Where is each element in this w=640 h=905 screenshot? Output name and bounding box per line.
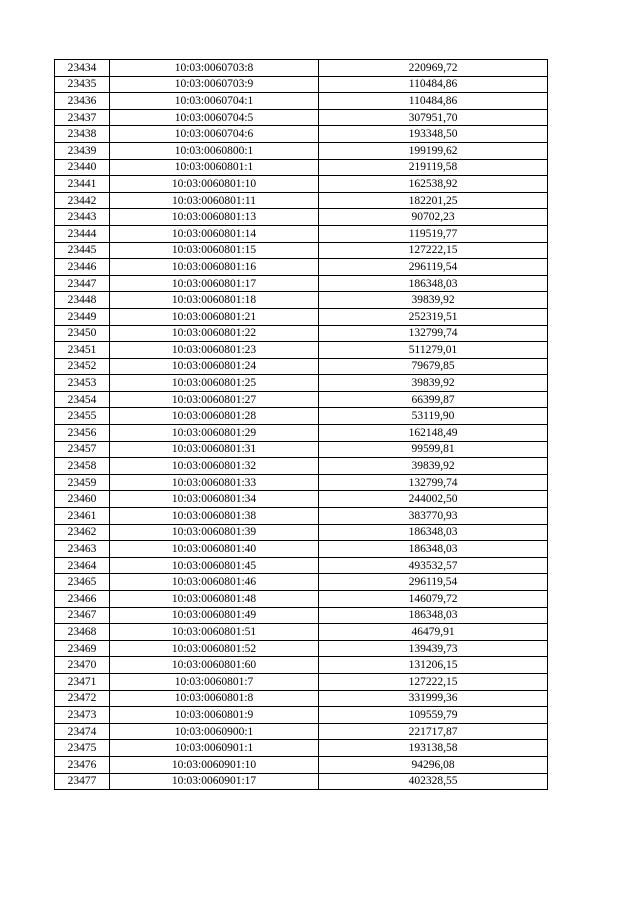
row-number-cell: 23464 [55,557,110,574]
cadastral-value-cell: 109559,79 [319,707,548,724]
row-number-cell: 23451 [55,342,110,359]
cadastral-number-cell: 10:03:0060801:11 [110,192,319,209]
cadastral-value-cell: 39839,92 [319,375,548,392]
cadastral-number-cell: 10:03:0060801:7 [110,673,319,690]
row-number-cell: 23472 [55,690,110,707]
table-row [55,308,548,325]
cadastral-number-cell: 10:03:0060704:6 [110,126,319,143]
cadastral-number-cell: 10:03:0060800:1 [110,142,319,159]
cadastral-value-cell: 110484,86 [319,76,548,93]
table-row [55,259,548,276]
cadastral-value-cell: 90702,23 [319,209,548,226]
cadastral-number-cell: 10:03:0060901:17 [110,773,319,790]
cadastral-number-cell: 10:03:0060801:17 [110,275,319,292]
row-number-cell: 23477 [55,773,110,790]
cadastral-value-cell: 252319,51 [319,308,548,325]
table-row [55,441,548,458]
row-number-cell: 23444 [55,225,110,242]
cadastral-value-cell: 131206,15 [319,657,548,674]
table-row [55,225,548,242]
cadastral-value-cell: 94296,08 [319,756,548,773]
cadastral-value-cell: 110484,86 [319,93,548,110]
cadastral-value-cell: 199199,62 [319,142,548,159]
table-row [55,474,548,491]
table-row [55,159,548,176]
cadastral-value-cell: 119519,77 [319,225,548,242]
cadastral-number-cell: 10:03:0060801:31 [110,441,319,458]
row-number-cell: 23474 [55,723,110,740]
cadastral-value-cell: 186348,03 [319,524,548,541]
cadastral-value-cell: 193138,58 [319,740,548,757]
row-number-cell: 23449 [55,308,110,325]
row-number-cell: 23465 [55,574,110,591]
cadastral-value-cell: 127222,15 [319,673,548,690]
row-number-cell: 23437 [55,109,110,126]
table-row [55,524,548,541]
cadastral-number-cell: 10:03:0060801:51 [110,624,319,641]
cadastral-value-cell: 493532,57 [319,557,548,574]
table-row [55,607,548,624]
table-row [55,640,548,657]
row-number-cell: 23461 [55,508,110,525]
row-number-cell: 23473 [55,707,110,724]
table-row [55,591,548,608]
cadastral-value-cell: 39839,92 [319,458,548,475]
row-number-cell: 23447 [55,275,110,292]
row-number-cell: 23470 [55,657,110,674]
cadastral-number-cell: 10:03:0060704:1 [110,93,319,110]
cadastral-number-cell: 10:03:0060801:24 [110,358,319,375]
cadastral-number-cell: 10:03:0060801:9 [110,707,319,724]
cadastral-number-cell: 10:03:0060801:38 [110,508,319,525]
table-row [55,60,548,77]
cadastral-value-cell: 296119,54 [319,259,548,276]
row-number-cell: 23456 [55,425,110,442]
table-row [55,358,548,375]
table-row [55,773,548,790]
cadastral-number-cell: 10:03:0060704:5 [110,109,319,126]
cadastral-number-cell: 10:03:0060801:45 [110,557,319,574]
table-row [55,275,548,292]
table-row [55,425,548,442]
table-row [55,242,548,259]
cadastral-value-cell: 146079,72 [319,591,548,608]
row-number-cell: 23445 [55,242,110,259]
cadastral-value-cell: 99599,81 [319,441,548,458]
cadastral-value-cell: 383770,93 [319,508,548,525]
row-number-cell: 23468 [55,624,110,641]
table-body [55,60,548,790]
cadastral-number-cell: 10:03:0060801:60 [110,657,319,674]
cadastral-number-cell: 10:03:0060901:10 [110,756,319,773]
cadastral-number-cell: 10:03:0060801:8 [110,690,319,707]
row-number-cell: 23475 [55,740,110,757]
cadastral-number-cell: 10:03:0060801:49 [110,607,319,624]
row-number-cell: 23454 [55,391,110,408]
cadastral-number-cell: 10:03:0060801:1 [110,159,319,176]
cadastral-value-cell: 66399,87 [319,391,548,408]
table-row [55,756,548,773]
cadastral-value-cell: 221717,87 [319,723,548,740]
cadastral-number-cell: 10:03:0060801:23 [110,342,319,359]
table-row [55,176,548,193]
cadastral-number-cell: 10:03:0060801:27 [110,391,319,408]
row-number-cell: 23441 [55,176,110,193]
table-row [55,541,548,558]
table-row [55,458,548,475]
table-row [55,673,548,690]
table-row [55,391,548,408]
cadastral-number-cell: 10:03:0060801:18 [110,292,319,309]
cadastral-value-cell: 127222,15 [319,242,548,259]
cadastral-number-cell: 10:03:0060801:46 [110,574,319,591]
row-number-cell: 23462 [55,524,110,541]
cadastral-number-cell: 10:03:0060801:13 [110,209,319,226]
cadastral-number-cell: 10:03:0060703:8 [110,60,319,77]
row-number-cell: 23457 [55,441,110,458]
row-number-cell: 23450 [55,325,110,342]
table-row [55,657,548,674]
row-number-cell: 23435 [55,76,110,93]
cadastral-value-cell: 511279,01 [319,342,548,359]
cadastral-number-cell: 10:03:0060801:21 [110,308,319,325]
row-number-cell: 23455 [55,408,110,425]
table-row [55,109,548,126]
cadastral-value-cell: 139439,73 [319,640,548,657]
cadastral-number-cell: 10:03:0060703:9 [110,76,319,93]
cadastral-value-cell: 331999,36 [319,690,548,707]
cadastral-value-cell: 296119,54 [319,574,548,591]
cadastral-number-cell: 10:03:0060900:1 [110,723,319,740]
cadastral-value-cell: 307951,70 [319,109,548,126]
cadastral-number-cell: 10:03:0060801:39 [110,524,319,541]
cadastral-number-cell: 10:03:0060801:14 [110,225,319,242]
cadastral-value-cell: 162148,49 [319,425,548,442]
table-row [55,491,548,508]
cadastral-number-cell: 10:03:0060801:52 [110,640,319,657]
row-number-cell: 23438 [55,126,110,143]
row-number-cell: 23460 [55,491,110,508]
row-number-cell: 23453 [55,375,110,392]
table-row [55,192,548,209]
cadastral-number-cell: 10:03:0060801:29 [110,425,319,442]
cadastral-number-cell: 10:03:0060801:28 [110,408,319,425]
table-row [55,740,548,757]
cadastral-value-cell: 186348,03 [319,541,548,558]
row-number-cell: 23436 [55,93,110,110]
cadastral-number-cell: 10:03:0060801:22 [110,325,319,342]
row-number-cell: 23463 [55,541,110,558]
cadastral-value-cell: 46479,91 [319,624,548,641]
row-number-cell: 23458 [55,458,110,475]
row-number-cell: 23434 [55,60,110,77]
cadastral-value-cell: 132799,74 [319,474,548,491]
cadastral-number-cell: 10:03:0060801:10 [110,176,319,193]
table-row [55,508,548,525]
cadastral-value-cell: 53119,90 [319,408,548,425]
table-row [55,574,548,591]
cadastral-number-cell: 10:03:0060801:48 [110,591,319,608]
cadastral-number-cell: 10:03:0060801:16 [110,259,319,276]
cadastral-number-cell: 10:03:0060901:1 [110,740,319,757]
cadastral-value-cell: 39839,92 [319,292,548,309]
row-number-cell: 23476 [55,756,110,773]
cadastral-value-cell: 186348,03 [319,607,548,624]
row-number-cell: 23439 [55,142,110,159]
cadastral-number-cell: 10:03:0060801:15 [110,242,319,259]
table-row [55,723,548,740]
cadastral-number-cell: 10:03:0060801:33 [110,474,319,491]
table-row [55,325,548,342]
row-number-cell: 23469 [55,640,110,657]
cadastral-value-cell: 402328,55 [319,773,548,790]
cadastral-value-cell: 182201,25 [319,192,548,209]
table-row [55,557,548,574]
row-number-cell: 23448 [55,292,110,309]
table-row [55,292,548,309]
cadastral-value-cell: 220969,72 [319,60,548,77]
table-row [55,93,548,110]
table-row [55,142,548,159]
cadastral-number-cell: 10:03:0060801:34 [110,491,319,508]
table-row [55,624,548,641]
cadastral-number-cell: 10:03:0060801:32 [110,458,319,475]
row-number-cell: 23446 [55,259,110,276]
row-number-cell: 23442 [55,192,110,209]
row-number-cell: 23443 [55,209,110,226]
table-row [55,126,548,143]
table-row [55,707,548,724]
row-number-cell: 23459 [55,474,110,491]
row-number-cell: 23440 [55,159,110,176]
row-number-cell: 23466 [55,591,110,608]
table-row [55,375,548,392]
cadastral-value-cell: 219119,58 [319,159,548,176]
cadastral-number-cell: 10:03:0060801:40 [110,541,319,558]
cadastral-value-cell: 186348,03 [319,275,548,292]
row-number-cell: 23452 [55,358,110,375]
table-row [55,342,548,359]
row-number-cell: 23467 [55,607,110,624]
cadastral-value-table [54,59,548,790]
cadastral-value-cell: 132799,74 [319,325,548,342]
cadastral-value-cell: 162538,92 [319,176,548,193]
table-row [55,76,548,93]
row-number-cell: 23471 [55,673,110,690]
table-row [55,690,548,707]
cadastral-value-cell: 193348,50 [319,126,548,143]
cadastral-number-cell: 10:03:0060801:25 [110,375,319,392]
cadastral-value-cell: 79679,85 [319,358,548,375]
table-row [55,408,548,425]
table-row [55,209,548,226]
cadastral-value-cell: 244002,50 [319,491,548,508]
